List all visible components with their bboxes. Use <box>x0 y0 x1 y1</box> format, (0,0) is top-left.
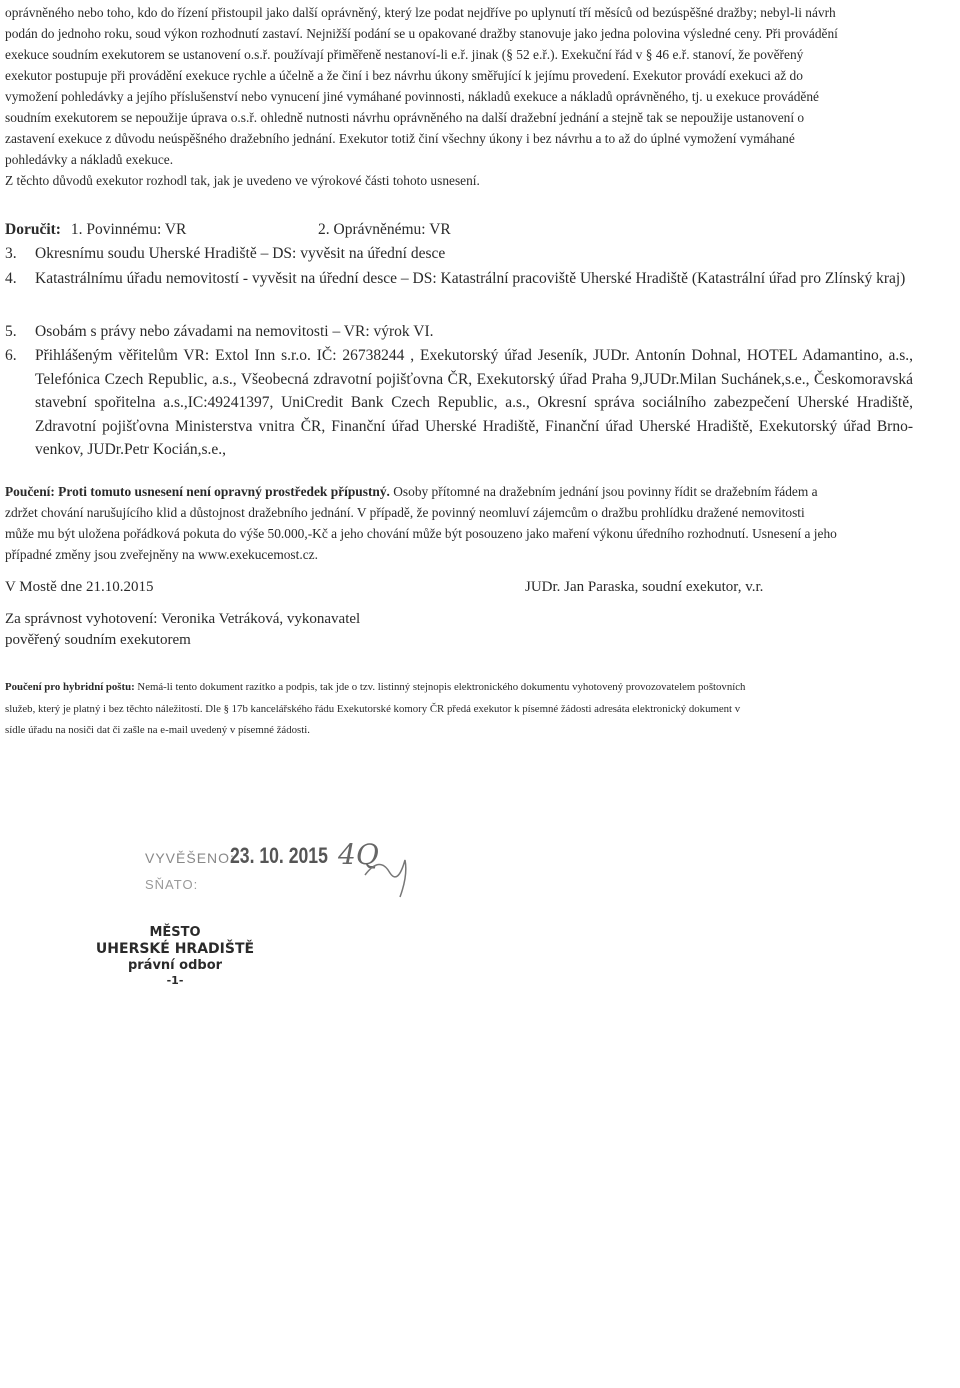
delivery-heading: Doručit: 1. Povinnému: VR <box>5 221 187 238</box>
delivery-item-6: Přihlášeným věřitelům VR: Extol Inn s.r.o. IČ: 26738244 , Exekutorský úřad Jeseník, JUDr. Antonín Dohnal, HOTEL Adamantino, a.s., Telefónica Czech Republic, a.s., Všeobecná zdravotní pojišťovna ČR, Exekutorský úřad Praha 9,JUDr.Milan Suchánek,s.e., Českomoravská stavební spořitelna a.s.,IC:49241397, UniCredit Bank Czech Republic, a.s., Okresní správa sociálního zabezpečení Uherské Hradiště, Zdravotní pojišťovna Ministerstva vnitra ČR, Finanční úřad Uherské Hradiště, Finanční úřad Uherské Hradiště, Exekutorský úřad Brno-venkov, JUDr.Petr Kocián,s.e., <box>35 347 913 458</box>
text-line: případné změny jsou zveřejněny na www.exekucemost.cz. <box>5 547 318 562</box>
intro-paragraph <box>5 2 913 191</box>
text-line: Nemá-li tento dokument razítko a podpis, tak jde o tzv. listinný stejnopis elektronického dokumentu vyhotovený provozovatelem poštovních <box>134 681 746 693</box>
page-number: -1- <box>166 974 184 987</box>
text-line: zdržet chování narušujícího klid a důstojnost dražebního jednání. V případě, že povinný neomluví zájemcům o dražbu prohlídku dražené nemovitosti <box>5 505 805 520</box>
text-line: soudním exekutorem se nepoužije úprava o.s.ř. ohledně nutnosti návrhu oprávněného na další dražební jednání a stejně tak se nepoužije ustanovení o <box>5 110 805 125</box>
place-date: V Mostě dne 21.10.2015 <box>5 579 154 595</box>
text-line: sídle úřadu na nosiči dat či zašle na e-mail uvedený v písemné žádosti. <box>5 724 310 736</box>
text-line: zastavení exekuce z důvodu neúspěšného dražebního jednání. Exekutor totiž činí všechny úkony i bez návrhu a to až do úplné vymožení vymáhané <box>5 131 795 146</box>
signer: JUDr. Jan Paraska, soudní exekutor, v.r. <box>525 579 764 595</box>
signature-scribble-icon <box>360 845 420 905</box>
text-line: Z těchto důvodů exekutor rozhodl tak, jak je uvedeno ve výrokové části tohoto usnesení. <box>5 173 480 188</box>
delivery-item-3: Okresnímu soudu Uherské Hradiště – DS: vyvěsit na úřední desce <box>35 245 446 262</box>
delivery-item-2: 2. Oprávněnému: VR <box>318 221 451 238</box>
item-number: 5. <box>5 323 17 340</box>
text-line: oprávněného nebo toho, kdo do řízení přistoupil jako další oprávněný, který lze podat nejdříve po uplynutí tří měsíců od bezúspěšné dražby; nebyl-li návrh <box>5 5 836 20</box>
item-number: 6. <box>5 347 17 364</box>
city-line-1: MĚSTO <box>149 925 201 940</box>
item-number: 3. <box>5 245 17 262</box>
posted-label: VYVĚŠENO: <box>145 850 235 866</box>
text-line: pohledávky a nákladů exekuce. <box>5 152 174 167</box>
delivery-item-4: Katastrálnímu úřadu nemovitostí - vyvěsit na úřední desce – DS: Katastrální pracoviště Uherské Hradiště (Katastrální úřad pro Zlínský kraj) <box>35 270 906 287</box>
text-line: služeb, který je platný i bez těchto náležitostí. Dle § 17b kancelářského řádu Exekutorské komory ČR předá exekutor k písemné žádosti adresáta elektronický dokument v <box>5 702 741 715</box>
initials: 4Q <box>338 838 379 871</box>
item-number: 4. <box>5 270 17 287</box>
hybrid-post-bold: Poučení pro hybridní poštu: <box>5 681 135 693</box>
posted-date: 23. 10. 2015 <box>230 843 328 868</box>
delivery-item-1: 1. Povinnému: VR <box>70 221 187 238</box>
department: právní odbor <box>127 958 223 973</box>
text-line: podán do jednoho roku, soud výkon rozhodnutí zastaví. Nejnižší podání se u opakované dražby stanovuje jako jedna polovina výsledné ceny. Při provádění <box>5 26 838 41</box>
instruction-paragraph <box>5 481 913 565</box>
city-line-2: UHERSKÉ HRADIŠTĚ <box>95 941 255 957</box>
delivery-item-5: Osobám s právy nebo závadami na nemovitosti – VR: výrok VI. <box>35 323 434 340</box>
instruction-bold: Poučení: Proti tomuto usnesení není opravný prostředek přípustný. <box>5 484 390 499</box>
authorized-by: pověřený soudním exekutorem <box>5 632 191 648</box>
text-line: Osoby přítomné na dražebním jednání jsou povinny řídit se dražebním řádem a <box>389 484 818 499</box>
text-line: exekutor postupuje při provádění exekuce rychle a účelně a že činí i bez návrhu úkony směřující k jejímu provedení. Exekutor provádí exekuci až do <box>5 68 803 83</box>
certified-by: Za správnost vyhotovení: Veronika Vetráková, vykonavatel <box>5 611 361 627</box>
text-line: exekuce soudním exekutorem se ustanovení o.s.ř. používají přiměřeně nestanoví-li e.ř. jinak (§ 52 e.ř.). Exekuční řád v § 46 e.ř. stanoví, že pověřený <box>5 47 804 62</box>
hybrid-post-notice <box>5 677 913 742</box>
removed-label: SŇATO: <box>145 877 199 892</box>
text-line: může mu být uložena pořádková pokuta do výše 50.000,-Kč a jeho chování může být posouzeno jako maření výkonu úředního rozhodnutí. Usnesení a jeho <box>5 526 837 541</box>
text-line: vymožení pohledávky a jejího příslušenství nebo vynucení jiné vymáhané povinnosti, nákladů exekuce a nákladů oprávněného, tj. u exekuce prováděné <box>5 89 819 104</box>
